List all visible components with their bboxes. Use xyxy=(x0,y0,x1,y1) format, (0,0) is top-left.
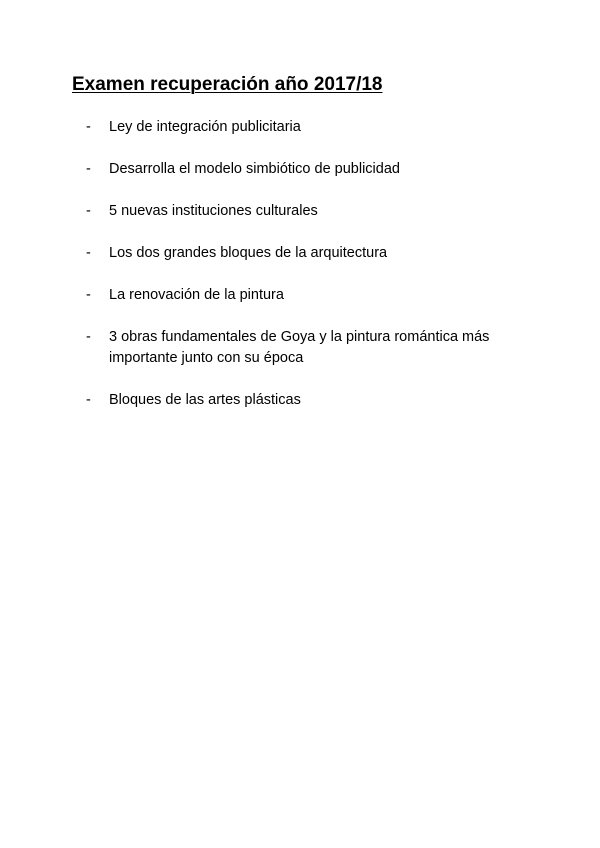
list-item xyxy=(86,390,526,411)
topic-list xyxy=(86,117,526,432)
list-item-text: 3 obras fundamentales de Goya y la pintura romántica más importante junto con su época xyxy=(109,329,490,366)
list-item xyxy=(86,327,526,369)
list-item-text: La renovación de la pintura xyxy=(109,287,284,303)
list-item xyxy=(86,159,526,180)
list-bullet: - xyxy=(86,245,91,261)
list-item xyxy=(86,201,526,222)
list-item-text: Desarrolla el modelo simbiótico de publicidad xyxy=(109,161,400,177)
list-item-text: 5 nuevas instituciones culturales xyxy=(109,203,318,219)
list-item-text: Ley de integración publicitaria xyxy=(109,119,301,135)
list-bullet: - xyxy=(86,119,91,135)
list-bullet: - xyxy=(86,161,91,177)
list-item xyxy=(86,117,526,138)
list-bullet: - xyxy=(86,287,91,303)
list-item-text: Los dos grandes bloques de la arquitectura xyxy=(109,245,388,261)
list-bullet: - xyxy=(86,203,91,219)
list-item xyxy=(86,285,526,306)
list-bullet: - xyxy=(86,329,91,345)
list-item-text: Bloques de las artes plásticas xyxy=(109,392,301,408)
list-bullet: - xyxy=(86,392,91,408)
list-item xyxy=(86,243,526,264)
page-title: Examen recuperación año 2017/18 xyxy=(72,74,383,95)
